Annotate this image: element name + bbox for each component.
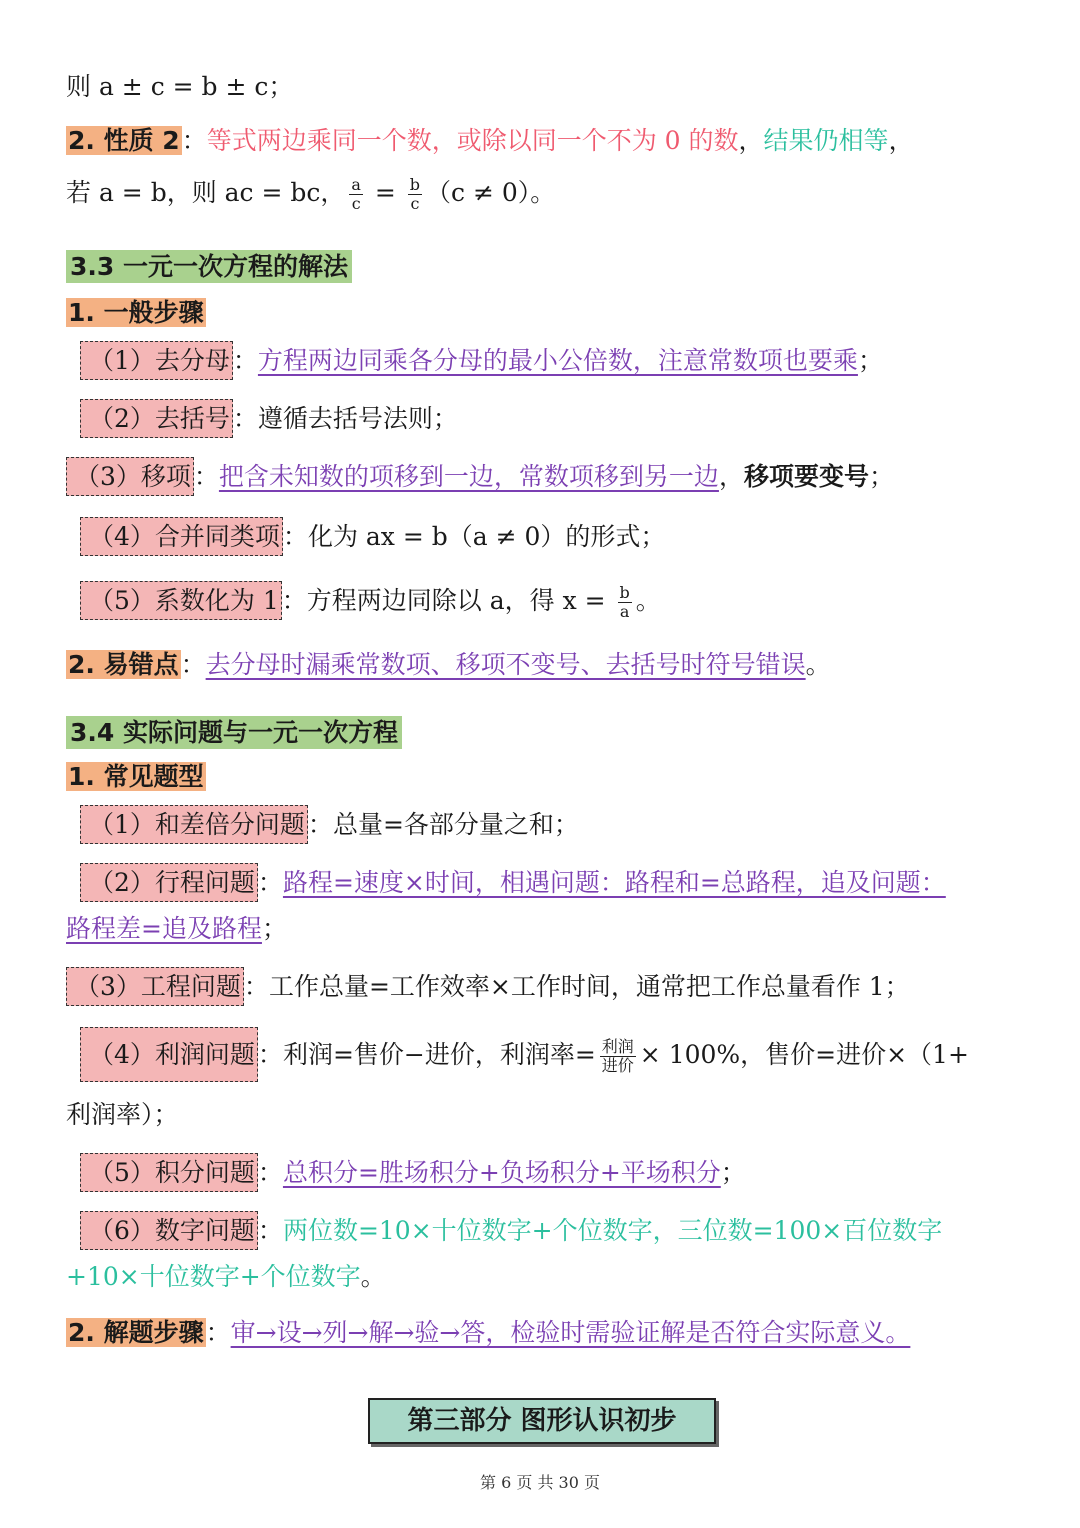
colon: ： — [205, 1318, 231, 1347]
part-three-title: 第三部分 图形认识初步 — [368, 1398, 716, 1444]
period: 。 — [805, 650, 831, 679]
type-label: （6）数字问题 — [80, 1211, 258, 1250]
step-text: 遵循去括号法则； — [257, 404, 458, 433]
section-3-3 — [66, 250, 1024, 284]
red-text: 等式两边乘同一个数，或除以同一个不为 0 的数 — [206, 126, 739, 155]
type-text: 利润率）； — [66, 1100, 179, 1129]
type-4-line — [80, 1038, 1024, 1075]
colon: ： — [257, 1216, 283, 1245]
purple-text: 把含未知数的项移到一边，常数项移到另一边 — [218, 462, 719, 491]
formula-text: 若 a = b，则 ac = bc， — [66, 178, 346, 207]
type-3-line — [66, 970, 1024, 1004]
semicolon: ； — [720, 1158, 746, 1187]
numerator: b — [619, 583, 630, 602]
step-text: 方程两边同除以 a，得 x = — [306, 586, 614, 615]
period: 。 — [360, 1262, 386, 1291]
colon: ： — [193, 462, 219, 491]
section-heading: 3.4 实际问题与一元一次方程 — [66, 716, 402, 749]
denominator: a — [619, 602, 630, 621]
page-footer: 第 6 页 共 30 页 — [480, 1473, 600, 1492]
subsection-general-steps — [66, 296, 1024, 330]
purple-text: 审→设→列→解→验→答，检验时需验证解是否符合实际意义。 — [230, 1318, 911, 1347]
subsection-heading: 1. 一般步骤 — [68, 298, 204, 327]
type-text: 总量=各部分量之和； — [332, 810, 579, 839]
type-6-line-continued — [66, 1260, 1024, 1294]
type-1-line — [80, 808, 1024, 842]
colon: ： — [232, 404, 258, 433]
type-label: （3）工程问题 — [66, 967, 244, 1006]
colon: ： — [257, 1158, 283, 1187]
type-label: （1）和差倍分问题 — [80, 805, 308, 844]
comma: ， — [718, 462, 744, 491]
colon: ： — [243, 972, 269, 1001]
section-heading: 3.3 一元一次方程的解法 — [66, 250, 352, 283]
subsection-heading: 1. 常见题型 — [68, 762, 204, 791]
step-3-line — [66, 460, 1024, 494]
type-5-line — [80, 1156, 1024, 1190]
type-6-line — [80, 1214, 1024, 1248]
purple-text: 总积分=胜场积分+负场积分+平场积分 — [282, 1158, 721, 1187]
condition-text: （c ≠ 0）。 — [426, 178, 556, 207]
purple-text: 路程差=追及路程 — [66, 914, 262, 943]
subsection-common-types — [66, 760, 1024, 794]
solving-steps-line — [66, 1316, 1024, 1350]
type-text: 利润=售价−进价，利润率= — [282, 1040, 596, 1069]
numerator: a — [351, 175, 361, 194]
denominator: c — [351, 194, 361, 213]
colon: ： — [180, 650, 206, 679]
step-label: （1）去分母 — [80, 341, 233, 380]
property-2-line — [66, 124, 1024, 158]
colon: ： — [281, 586, 307, 615]
type-label: （2）行程问题 — [80, 863, 258, 902]
period: 。 — [635, 586, 661, 615]
step-label: （2）去括号 — [80, 399, 233, 438]
teal-text: +10×十位数字+个位数字 — [66, 1262, 361, 1291]
colon: ： — [307, 810, 333, 839]
comma: ， — [738, 126, 764, 155]
fraction-a-c — [349, 176, 363, 213]
purple-text: 路程=速度×时间，相遇问题：路程和=总路程，追及问题： — [282, 868, 946, 897]
purple-text: 去分母时漏乘常数项、移项不变号、去括号时符号错误 — [205, 650, 806, 679]
section-3-4 — [66, 716, 1024, 750]
type-2-line-continued — [66, 912, 1024, 946]
denominator: 进价 — [601, 1056, 634, 1075]
step-4-line — [80, 520, 1024, 554]
step-text: 化为 ax = b（a ≠ 0）的形式； — [307, 522, 666, 551]
colon: ： — [282, 522, 308, 551]
common-errors-line — [66, 648, 1024, 682]
denominator: c — [410, 194, 420, 213]
semicolon: ； — [857, 346, 883, 375]
type-2-line — [80, 866, 1024, 900]
numerator: 利润 — [601, 1037, 634, 1056]
numerator: b — [409, 175, 421, 194]
step-1-line — [80, 344, 1024, 378]
equation-text: 则 a ± c = b ± c； — [66, 72, 294, 101]
type-4-line-continued — [66, 1098, 1024, 1132]
type-text: × 100%，售价=进价×（1+ — [639, 1040, 969, 1069]
colon: ： — [232, 346, 258, 375]
steps-label: 2. 解题步骤 — [68, 1318, 204, 1347]
property-2-formula — [66, 176, 1024, 213]
type-label: （4）利润问题 — [80, 1027, 258, 1082]
teal-text: 两位数=10×十位数字+个位数字，三位数=100×百位数字 — [282, 1216, 943, 1245]
fraction-b-c — [408, 176, 422, 213]
semicolon: ； — [868, 462, 894, 491]
colon: ： — [181, 126, 207, 155]
comma: ， — [888, 126, 914, 155]
type-label: （5）积分问题 — [80, 1153, 258, 1192]
type-text: 工作总量=工作效率×工作时间，通常把工作总量看作 1； — [268, 972, 910, 1001]
step-label: （4）合并同类项 — [80, 517, 283, 556]
step-label: （5）系数化为 1 — [80, 581, 282, 620]
text-line — [66, 70, 1024, 104]
colon: ： — [257, 1040, 283, 1069]
property-label: 2. 性质 2 — [68, 126, 180, 155]
step-2-line — [80, 402, 1024, 436]
semicolon: ； — [261, 914, 287, 943]
colon: ： — [257, 868, 283, 897]
equals: = — [366, 178, 404, 207]
teal-text: 结果仍相等 — [763, 126, 889, 155]
fraction-b-a — [618, 584, 632, 621]
bold-text: 移项要变号 — [743, 462, 869, 491]
step-label: （3）移项 — [66, 457, 194, 496]
step-5-line — [80, 584, 1024, 621]
errors-label: 2. 易错点 — [68, 650, 179, 679]
purple-text: 方程两边同乘各分母的最小公倍数，注意常数项也要乘 — [257, 346, 858, 375]
fraction-profit-cost — [600, 1038, 636, 1075]
